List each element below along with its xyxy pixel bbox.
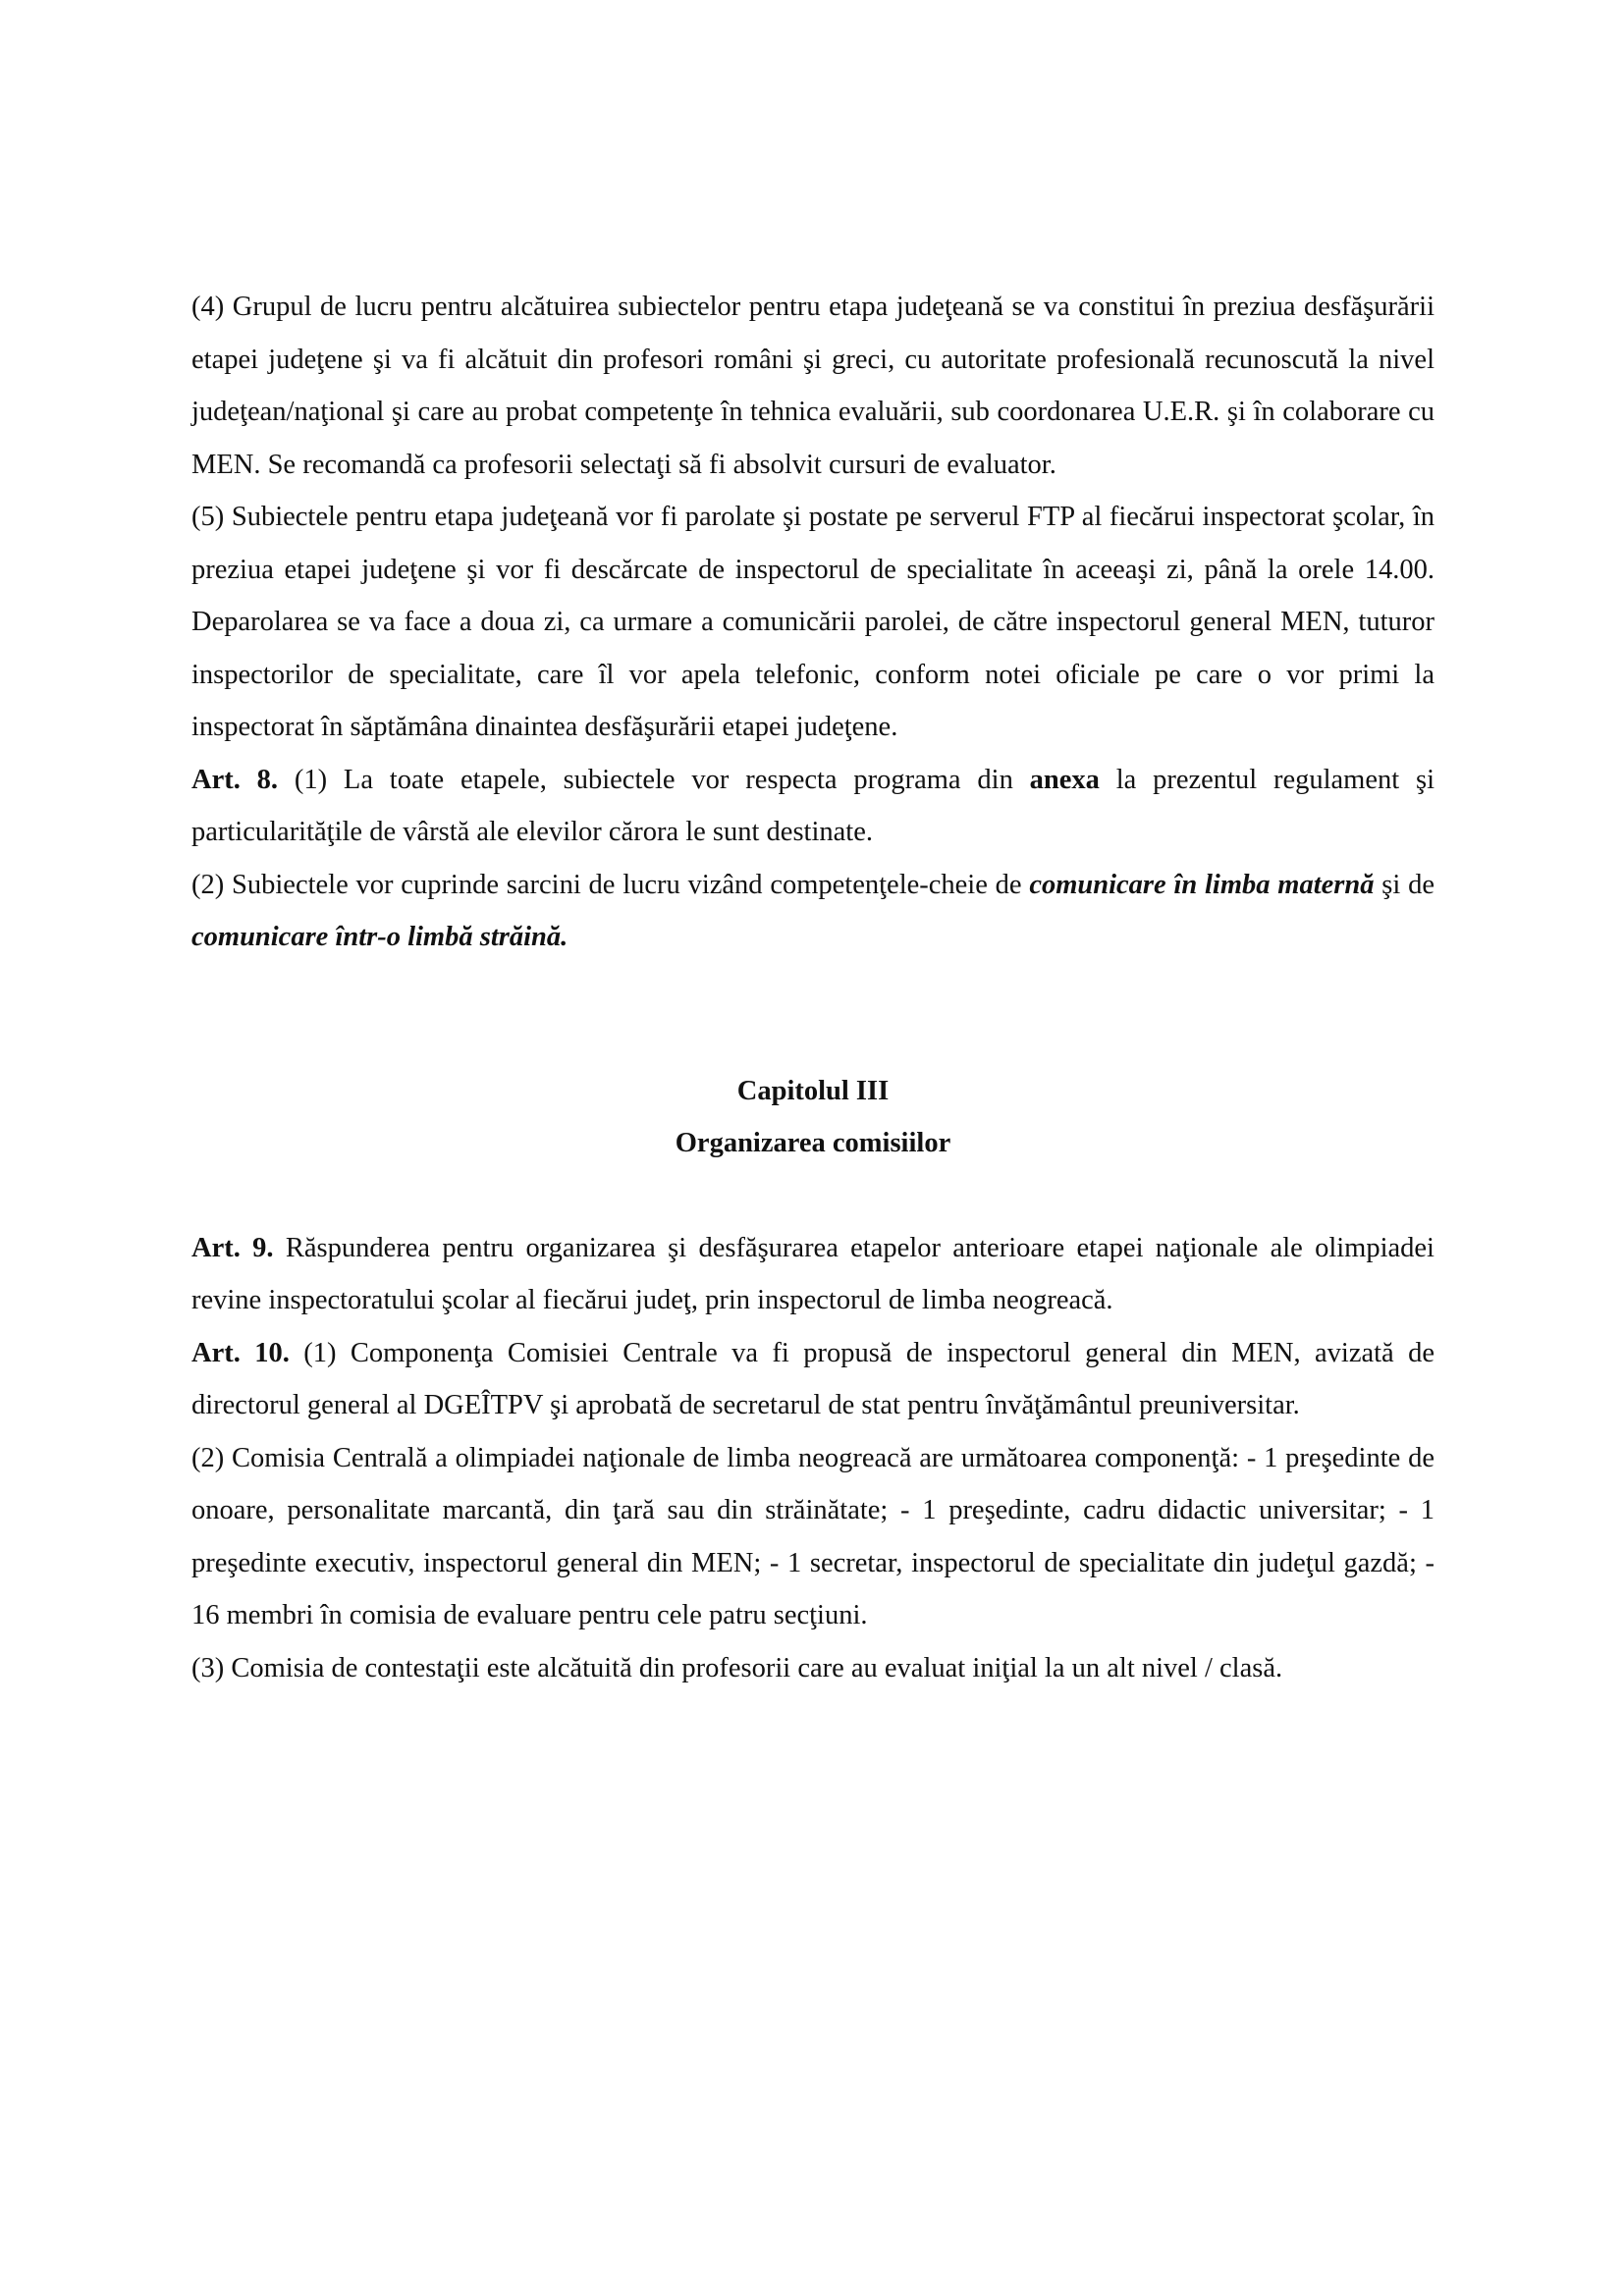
paragraph-5-subjects-ftp: (5) Subiectele pentru etapa judeţeană vor fi parolate şi postate pe serverul FTP al fiecărui inspectorat şcolar, în preziua etapei judeţene şi vor fi descărcate de inspectorul de specialitate în aceeaşi zi, până la orele 14.00. Deparolarea se va face a doua zi, ca urmare a comunicării parolei, de către inspectorul general MEN, tuturor inspectorilor de specialitate, care îl vor apela telefonic, conform notei oficiale pe care o vor primi la inspectorat în săptămâna dinaintea desfăşurării etapei judeţene. [191, 502, 1435, 742]
article-8-paragraph-2 [191, 859, 1435, 964]
article-8-p2-text-a: (2) Subiectele vor cuprinde sarcini de lucru vizând competenţele-cheie de [191, 869, 1030, 900]
article-8-competence-foreign-language: comunicare într-o limbă străină. [191, 922, 568, 952]
article-9 [191, 1222, 1435, 1327]
article-10-paragraph-2: (2) Comisia Centrală a olimpiadei naţionale de limba neogreacă are următoarea componenţă: - 1 preşedinte de onoare, personalitate marcantă, din ţară sau din străinătate; - 1 preşedinte, cadru didactic universitar; - 1 preşedinte executiv, inspectorul general din MEN; - 1 secretar, inspectorul de specialitate din judeţul gazdă; - 16 membri în comisia de evaluare pentru cele patru secţiuni. [191, 1442, 1435, 1630]
article-8-paragraph-1 [191, 754, 1435, 859]
article-8-competence-mother-tongue: comunicare în limba maternă [1029, 869, 1375, 900]
article-10-paragraph-1 [191, 1327, 1435, 1432]
article-8-p1-text-a: (1) La toate etapele, subiectele vor respecta programa din [278, 764, 1030, 795]
article-8-annex-term: anexa [1029, 764, 1100, 795]
article-8-p1-text-b: la prezentul regulament şi particularităţile de vârstă ale elevilor cărora le sunt destinate. [191, 764, 1435, 847]
article-9-text: Răspunderea pentru organizarea şi desfăşurarea etapelor anterioare etapei naţionale ale olimpiadei revine inspectoratului şcolar al fiecărui judeţ, prin inspectorul de limba neogreacă. [191, 1232, 1435, 1315]
document-page [191, 281, 1435, 1694]
article-10-p1-text: (1) Componenţa Comisiei Centrale va fi propusă de inspectorul general din MEN, avizată de directorul general al DGEÎTPV şi aprobată de secretarul de stat pentru învăţământul preuniversitar. [191, 1337, 1435, 1420]
chapter-title: Organizarea comisiilor [675, 1128, 951, 1158]
article-8-label: Art. 8. [191, 764, 279, 795]
paragraph-4-working-group: (4) Grupul de lucru pentru alcătuirea subiectelor pentru etapa judeţeană se va constitui în preziua desfăşurării etapei judeţene şi va fi alcătuit din profesori români şi greci, cu autoritate profesională recunoscută la nivel judeţean/naţional şi care au probat competenţe în tehnica evaluării, sub coordonarea U.E.R. şi în colaborare cu MEN. Se recomandă ca profesorii selectaţi să fi absolvit cursuri de evaluator. [191, 292, 1435, 480]
article-10-paragraph-3: (3) Comisia de contestaţii este alcătuită din profesorii care au evaluat iniţial la un alt nivel / clasă. [191, 1652, 1283, 1683]
chapter-number: Capitolul III [736, 1075, 890, 1106]
article-8-p2-text-b: şi de [1374, 869, 1435, 900]
article-9-label: Art. 9. [191, 1232, 274, 1263]
article-10-label: Art. 10. [191, 1337, 290, 1368]
chapter-heading [191, 1065, 1435, 1170]
